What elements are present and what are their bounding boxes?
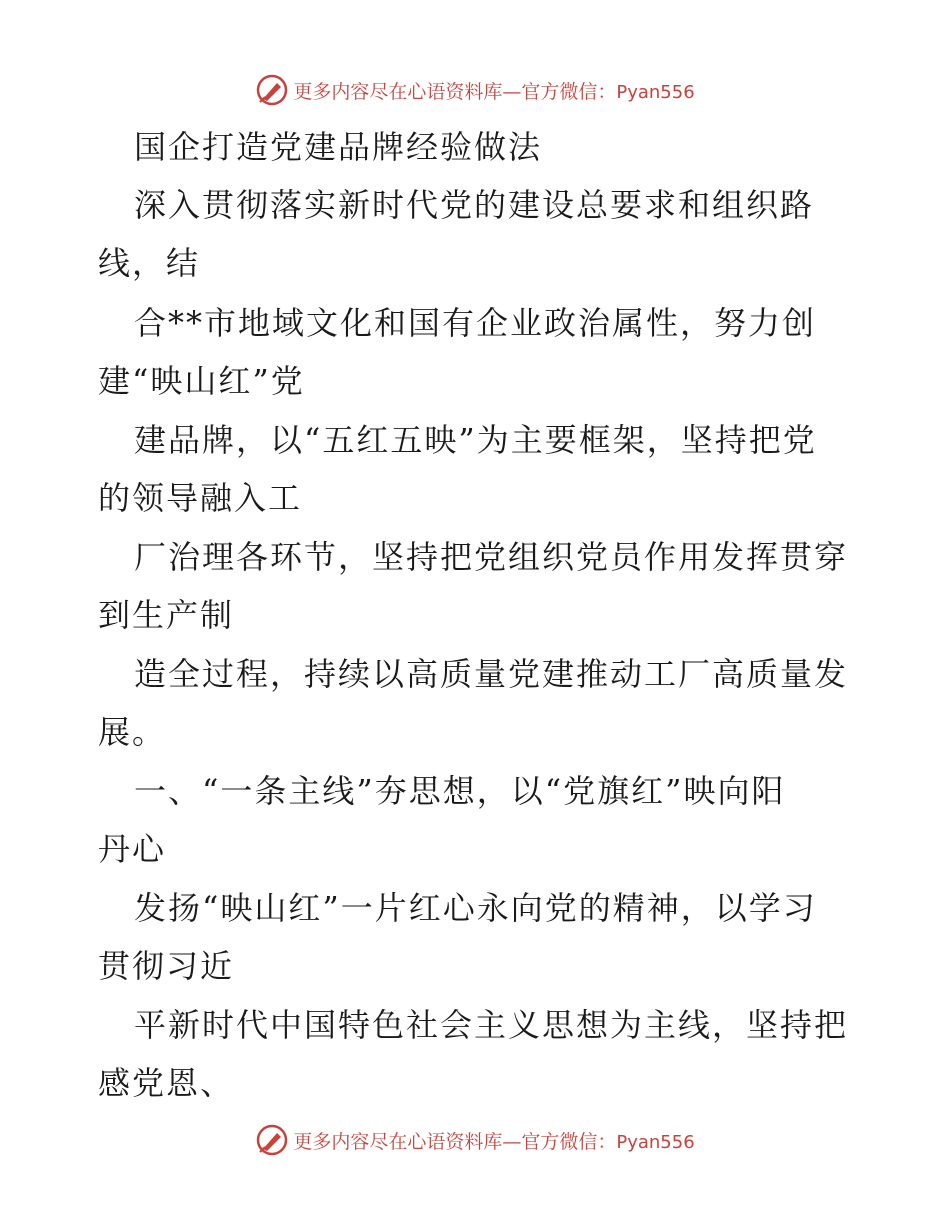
text-line: 平新时代中国特色社会主义思想为主线，坚持把 [134,1006,849,1044]
section-heading: 一、“一条主线”夯思想，以“党旗红”映向阳 [134,772,786,810]
text-line: 建“映山红”党 [98,362,305,400]
text-line: 到生产制 [98,596,235,634]
text-line: 合**市地域文化和国有企业政治属性，努力创 [134,304,817,342]
text-line: 建品牌，以“五红五映”为主要框架，坚持把党 [134,421,817,459]
text-line: 贯彻习近 [98,947,235,985]
text-line: 发扬“映山红”一片红心永向党的精神，以学习 [134,889,817,927]
text-line: 线，结 [98,244,201,282]
footer-watermark [0,1122,950,1158]
text-line: 的领导融入工 [98,479,303,517]
text-line: 感党恩、 [98,1064,235,1102]
text-line: 展。 [98,713,167,751]
header-watermark [0,72,950,108]
text-line: 造全过程，持续以高质量党建推动工厂高质量发 [134,655,849,693]
text-line: 丹心 [98,830,167,868]
text-line: 深入贯彻落实新时代党的建设总要求和组织路 [134,186,815,224]
watermark-text: 更多内容尽在心语资料库—官方微信：Pyan556 [293,80,695,103]
pen-logo-icon [255,1123,289,1157]
text-line: 厂治理各环节，坚持把党组织党员作用发挥贯穿 [134,538,849,576]
watermark-text: 更多内容尽在心语资料库—官方微信：Pyan556 [293,1130,695,1153]
document-title: 国企打造党建品牌经验做法 [134,128,543,166]
pen-logo-icon [255,73,289,107]
